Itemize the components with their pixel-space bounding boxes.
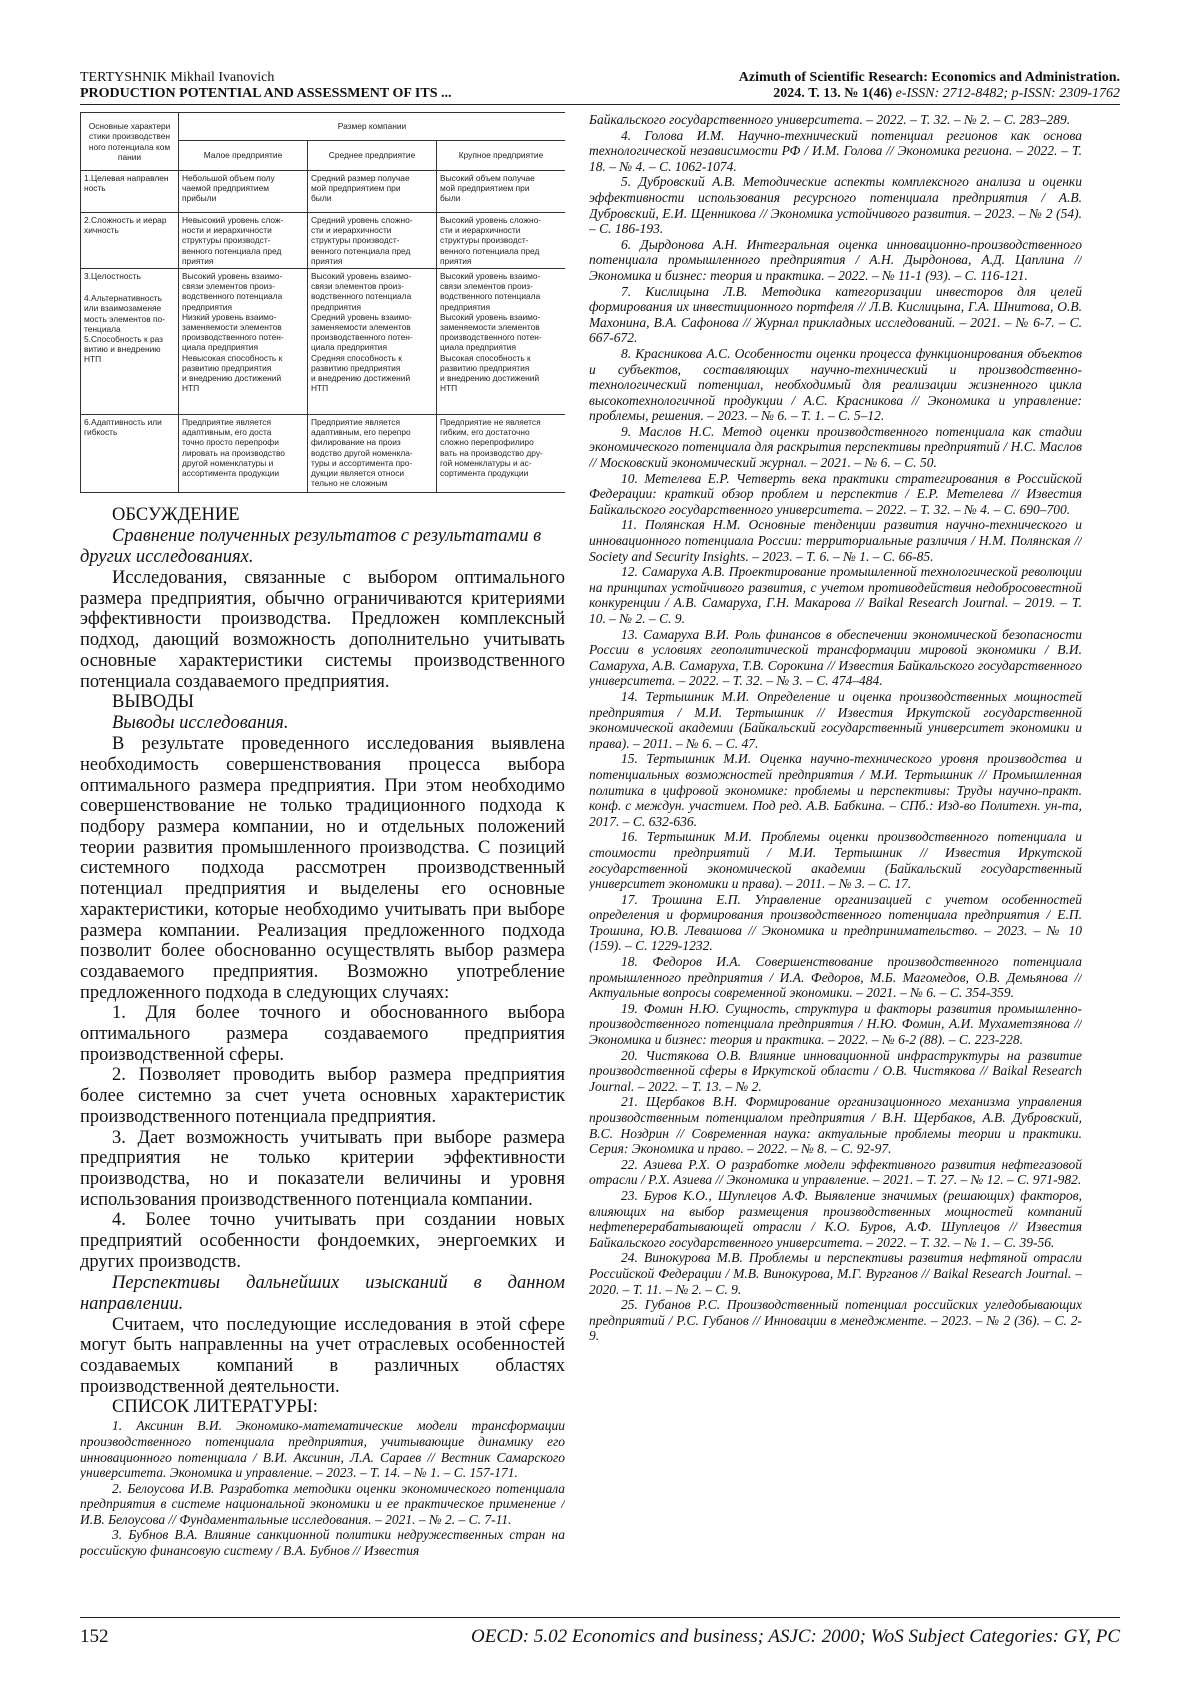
reference-item: 8. Красникова А.С. Особенности оценки процесса функционирования объектов и субъектов, составляющих научно-технический и производственно-технологический потенциал, необходимый для реализации жизненного цикла высокотехнологичной продукции / А.С. Красникова // Экономика и управление: проблемы, решения. – 2023. – № 6. – Т. 1. – С. 5–12. <box>589 345 1082 424</box>
reference-item: 3. Бубнов В.А. Влияние санкционной политики недружественных стран на российскую финансовую систему / В.А. Бубнов // Известия <box>80 1527 565 1559</box>
reference-item: 13. Самаруха В.И. Роль финансов в обеспечении экономической безопасности России в условиях геополитической трансформации мировой экономики / В.И. Самаруха, А.В. Самаруха, Т.В. Сорокина // Известия Байкальского государственного университета. – 2022. – Т. 32. – № 3. – С. 474–484. <box>589 626 1082 689</box>
reference-item: 4. Голова И.М. Научно-технический потенциал регионов как основа технологической независимости РФ / И.М. Голова // Экономика региона. – 2022. – Т. 18. – № 4. – С. 1062-1074. <box>589 127 1082 174</box>
table-cell-small: Высокий уровень взаимо- связи элементов произ- водственного потенциала предприятия Низкий уровень взаимо- заменяемости элементов производственного потен- циала предприятия Невысокая способность к развитию предприятия и внедрению достижений НТП <box>179 269 308 415</box>
conclusion-item: 3. Дает возможность учитывать при выборе размера предприятия не только критерии эффективности производства, но и показатели величины и уровня использования производственного потенциала компании. <box>80 1127 565 1210</box>
table-cell-medium: Высокий уровень взаимо- связи элементов произ- водственного потенциала предприятия Средний уровень взаимо- заменяемости элементов производственного потен- циала предприятия Средняя способность к развитию предприятия и внедрению достижений НТП <box>308 269 437 415</box>
reference-item: 20. Чистякова О.В. Влияние инновационной инфраструктуры на развитие производственной сферы в Иркутской области / О.В. Чистякова // Baikal Research Journal. – 2022. – Т. 13. – № 2. <box>589 1047 1082 1094</box>
perspectives-heading: Перспективы дальнейших изысканий в данном направлении. <box>80 1272 565 1314</box>
header-author: TERTYSHNIK Mikhail Ivanovich <box>80 70 275 85</box>
reference-item: 19. Фомин Н.Ю. Сущность, структура и факторы развития промышленно-производственного потенциала предприятия / Н.Ю. Фомин, А.И. Мухаметзянова // Экономика и бизнес: теория и практика. – 2022. – № 6-2 (88). – С. 223-228. <box>589 1000 1082 1048</box>
table-cell-large: Высокий уровень сложно- сти и иерархичности структуры производст- венного потенциала пред приятия <box>437 213 566 269</box>
references-heading: СПИСОК ЛИТЕРАТУРЫ: <box>112 1397 318 1418</box>
reference-item: 5. Дубровский А.В. Методические аспекты комплексного анализа и оценки эффективности использования ресурсного потенциала предприятия / А.В. Дубровский, Е.И. Щенникова // Экономика устойчивого развития. – 2023. – № 2 (54). – С. 186-193. <box>589 174 1082 237</box>
reference-item: 10. Метелева Е.Р. Четверть века практики стратегирования в Российской Федерации: краткий обзор проблем и перспектив / Е.Р. Метелева // Известия Байкальского государственного университета. – 2022. – Т. 32. – № 4. – С. 690–700. <box>589 470 1082 517</box>
conclusion-item: 1. Для более точного и обоснованного выбора оптимального размера создаваемого предприятия производственной сферы. <box>80 1003 565 1065</box>
reference-item: 7. Кислицына Л.В. Методика категоризации инвесторов для целей формирования их инвестиционного портфеля // Л.В. Кислицына, Г.А. Шнитова, О.В. Махонина, В.А. Сафонова // Журнал прикладных исследований. – 2021. – № 6-7. – С. 667-672. <box>589 283 1082 346</box>
reference-item: 22. Азиева Р.Х. О разработке модели эффективного развития нефтегазовой отрасли / Р.Х. Азиева // Экономика и управление. – 2021. – Т. 27. – № 12. – С. 971-982. <box>589 1156 1082 1188</box>
table-head-medium: Среднее предприятие <box>308 141 437 171</box>
reference-item: 14. Тертышник М.И. Определение и оценка производственных мощностей предприятия / М.И. Тертышник // Известия Иркутской государственной экономической академии (Байкальский государственный университет экономики и права). – 2011. – № 6. – С. 47. <box>589 688 1082 751</box>
perspectives-text: Считаем, что последующие исследования в этой сфере могут быть направленны на учет отраслевых особенностей создаваемых компаний в различных областях производственной деятельности. <box>80 1314 565 1397</box>
reference-item: 18. Федоров И.А. Совершенствование производственного потенциала промышленного предприятия / И.А. Федоров, М.Б. Магомедов, О.В. Демьянова // Актуальные вопросы современной экономики. – 2021. – № 6. – С. 354-359. <box>589 954 1082 1001</box>
reference-item: 6. Дырдонова А.Н. Интегральная оценка инновационно-производственного потенциала промышленного предприятия / А.Н. Дырдонова, А.Д. Цаплина // Экономика и бизнес: теория и практика. – 2022. – № 11-1 (93). – С. 116-121. <box>589 236 1082 283</box>
table-cell-small: Небольшой объем полу чаемой предприятием прибыли <box>179 171 308 213</box>
reference-item: 1. Аксинин В.И. Экономико-математические модели трансформации производственного потенциала предприятия, учитывающие динамику его инновационного потенциала / В.И. Аксинин, Л.А. Сараев // Вестник Самарского университета. Экономика и управление. – 2023. – Т. 14. – № 1. – С. 157-171. <box>80 1418 565 1481</box>
table-cell-small: Невысокий уровень слож- ности и иерархичности структуры производст- венного потенциала пред приятия <box>179 213 308 269</box>
conclusions-heading: ВЫВОДЫ <box>112 692 195 713</box>
table-cell-medium: Средний размер получае мой предприятием при были <box>308 171 437 213</box>
header-right <box>739 70 1120 102</box>
table-cell-large: Высокий объем получае мой предприятием при были <box>437 171 566 213</box>
reference-item: 11. Полянская Н.М. Основные тенденции развития научно-технического и инновационного потенциала России: территориальные различия / Н.М. Полянская // Society and Security Insights. – 2023. – Т. 6. – № 1. – С. 66-85. <box>589 517 1082 564</box>
reference-item: 21. Щербаков В.Н. Формирование организационного механизма управления производственным потенциалом предприятия / В.Н. Щербаков, А.В. Дубровский, В.С. Ноздрин // Современная наука: актуальные проблемы теории и практики. Серия: Экономика и право. – 2022. – № 8. – С. 92-97. <box>589 1094 1082 1157</box>
comparison-table <box>80 112 565 493</box>
header-left <box>80 70 451 102</box>
left-column <box>80 112 565 1610</box>
table-row <box>81 269 566 415</box>
table-head-characteristics: Основные характери стики производствен ного потенциала ком пании <box>81 113 179 171</box>
conclusions-subheading: Выводы исследования. <box>112 713 289 734</box>
table-cell-small: Предприятие является адаптивным, его доста точно просто перепрофи лировать на производство другой номенклатуры и ассортимента продукции <box>179 415 308 493</box>
table-cell-label: 2.Сложность и иерар хичность <box>81 213 179 269</box>
table-cell-large: Высокий уровень взаимо- связи элементов произ- водственного потенциала предприятия Высокий уровень взаимо- заменяемости элементов производственного потен- циала предприятия Высокая способность к развитию предприятия и внедрению достижений НТП <box>437 269 566 415</box>
discussion-text: Исследования, связанные с выбором оптимального размера предприятия, обычно ограничиваются критериями эффективности производства. Предложен комплексный подход, дающий возможность дополнительно учитывать основные характеристики системы производственного потенциала создаваемого предприятия. <box>80 568 565 692</box>
table-body <box>81 171 566 493</box>
table-row <box>81 171 566 213</box>
running-header <box>80 70 1120 105</box>
conclusions-text: В результате проведенного исследования выявлена необходимость совершенствования процесса выбора оптимального размера предприятия. При этом необходимо совершенствование не только традиционного подхода к подбору размера компании, но и отдельных положений теории развития промышленного производства. С позиций системного подхода рассмотрен производственный потенциал предприятия и выделены его основные характеристики, которые необходимо учитывать при выборе размера компании. Реализация предложенного подхода позволит более обоснованно осуществлять выбор размера создаваемого предприятия. Возможно употребление предложенного подхода в следующих случаях: <box>80 734 565 1003</box>
reference-item: 23. Буров К.О., Шуплецов А.Ф. Выявление значимых (решающих) факторов, влияющих на выбор размещения производственных мощностей компаний нефтеперерабатывающей отрасли / К.О. Буров, А.Ф. Шуплецов // Известия Байкальского государственного университета. – 2022. – Т. 32. – № 1. – С. 39-56. <box>589 1187 1082 1250</box>
right-column <box>589 112 1082 1610</box>
page-footer <box>80 1617 1120 1658</box>
table-cell-large: Предприятие не является гибким, его достаточно сложно перепрофилиро вать на производство дру- гой номенклатуры и ас- сортимента продукции <box>437 415 566 493</box>
reference-item: 12. Самаруха А.В. Проектирование промышленной технологической революции на принципах устойчивого развития, с учетом противодействия недобросовестной конкуренции / А.В. Самаруха, Г.Н. Макарова // Baikal Research Journal. – 2019. – Т. 10. – № 2. – С. 9. <box>589 564 1082 626</box>
table-head-large: Крупное предприятие <box>437 141 566 171</box>
table-row <box>81 415 566 493</box>
reference-list <box>589 128 1082 1344</box>
header-issn: e-ISSN: 2712-8482; p-ISSN: 2309-1762 <box>895 86 1120 101</box>
conclusion-item: 4. Более точно учитывать при создании новых предприятий особенности фондоемких, энергоемких и других производств. <box>80 1210 565 1272</box>
reference-item: 15. Тертышник М.И. Оценка научно-технического уровня производства и потенциальных возможностей предприятия / М.И. Тертышник // Промышленная политика в цифровой экономике: проблемы и перспективы: Труды научно-практ. конф. с междун. участием. Под ред. А.В. Бабкина. – СПб.: Изд-во Политехн. ун-та, 2017. – С. 632-636. <box>589 751 1082 829</box>
table-cell-label: 1.Целевая направлен ность <box>81 171 179 213</box>
header-article-title: PRODUCTION POTENTIAL AND ASSESSMENT OF ITS ... <box>80 86 452 101</box>
table-row <box>81 213 566 269</box>
subject-classification: OECD: 5.02 Economics and business; ASJC: 2000; WoS Subject Categories: GY, PC <box>471 1626 1120 1647</box>
reference-item: 2. Белоусова И.В. Разработка методики оценки экономического потенциала предприятия в системе национальной экономики и ее практическое применение / И.В. Белоусова // Фундаментальные исследования. – 2021. – № 2. – С. 7-11. <box>80 1480 565 1527</box>
table-cell-label: 6.Адаптивность или гибкость <box>81 415 179 493</box>
table-head-small: Малое предприятие <box>179 141 308 171</box>
page-number: 152 <box>80 1626 109 1647</box>
reference-continuation: Байкальского государственного университета. – 2022. – Т. 32. – № 2. – С. 283–289. <box>589 112 1071 127</box>
reference-item: 17. Трошина Е.П. Управление организацией с учетом особенностей определения и формирования производственного потенциала предприятия / Е.П. Трошина, Ю.В. Левашова // Экономика и предпринимательство. – 2023. – № 10 (159). – С. 1229-1232. <box>589 891 1082 954</box>
discussion-heading: ОБСУЖДЕНИЕ <box>112 505 240 526</box>
reference-item: 25. Губанов Р.С. Производственный потенциал российских угледобывающих предприятий / Р.С. Губанов // Инновации в менеджменте. – 2023. – № 2 (36). – С. 2-9. <box>589 1297 1082 1344</box>
conclusion-item: 2. Позволяет проводить выбор размера предприятия более системно за счет учета основных характеристик производственного потенциала предприятия. <box>80 1065 565 1127</box>
reference-item: 9. Маслов Н.С. Метод оценки производственного потенциала как стадии экономического потенциала для раскрытия перспективы предприятий / Н.С. Маслов // Московский экономический журнал. – 2021. – № 6. – С. 50. <box>589 423 1082 471</box>
reference-item: 24. Винокурова М.В. Проблемы и перспективы развития нефтяной отрасли Российской Федерации / М.В. Винокурова, М.Г. Вурганов // Baikal Research Journal. – 2020. – Т. 11. – № 2. – С. 9. <box>589 1250 1082 1297</box>
header-issue-line <box>739 86 1120 102</box>
header-issue: 2024. Т. 13. № 1(46) <box>773 86 893 101</box>
header-journal: Azimuth of Scientific Research: Economics and Administration. <box>738 70 1120 85</box>
discussion-subheading: Сравнение полученных результатов с результатами в других исследованиях. <box>80 526 542 568</box>
table-head-company-size: Размер компании <box>179 113 566 141</box>
table-cell-medium: Средний уровень сложно- сти и иерархичности структуры производст- венного потенциала пред приятия <box>308 213 437 269</box>
table-cell-label: 3.Целостность 4.Альтернативность или взаимозаменяе мость элементов по- тенциала 5.Способность к раз витию и внедрению НТП <box>81 269 179 415</box>
table-cell-medium: Предприятие является адаптивным, его перепро филирование на произ водство другой номенкла- туры и ассортимента про- дукции является относи тельно не сложным <box>308 415 437 493</box>
reference-item: 16. Тертышник М.И. Проблемы оценки производственного потенциала и стоимости предприятий / М.И. Тертышник // Известия Иркутской государственной экономической академии (Байкальский государственный университет экономики и права). – 2011. – № 3. – С. 17. <box>589 829 1082 892</box>
